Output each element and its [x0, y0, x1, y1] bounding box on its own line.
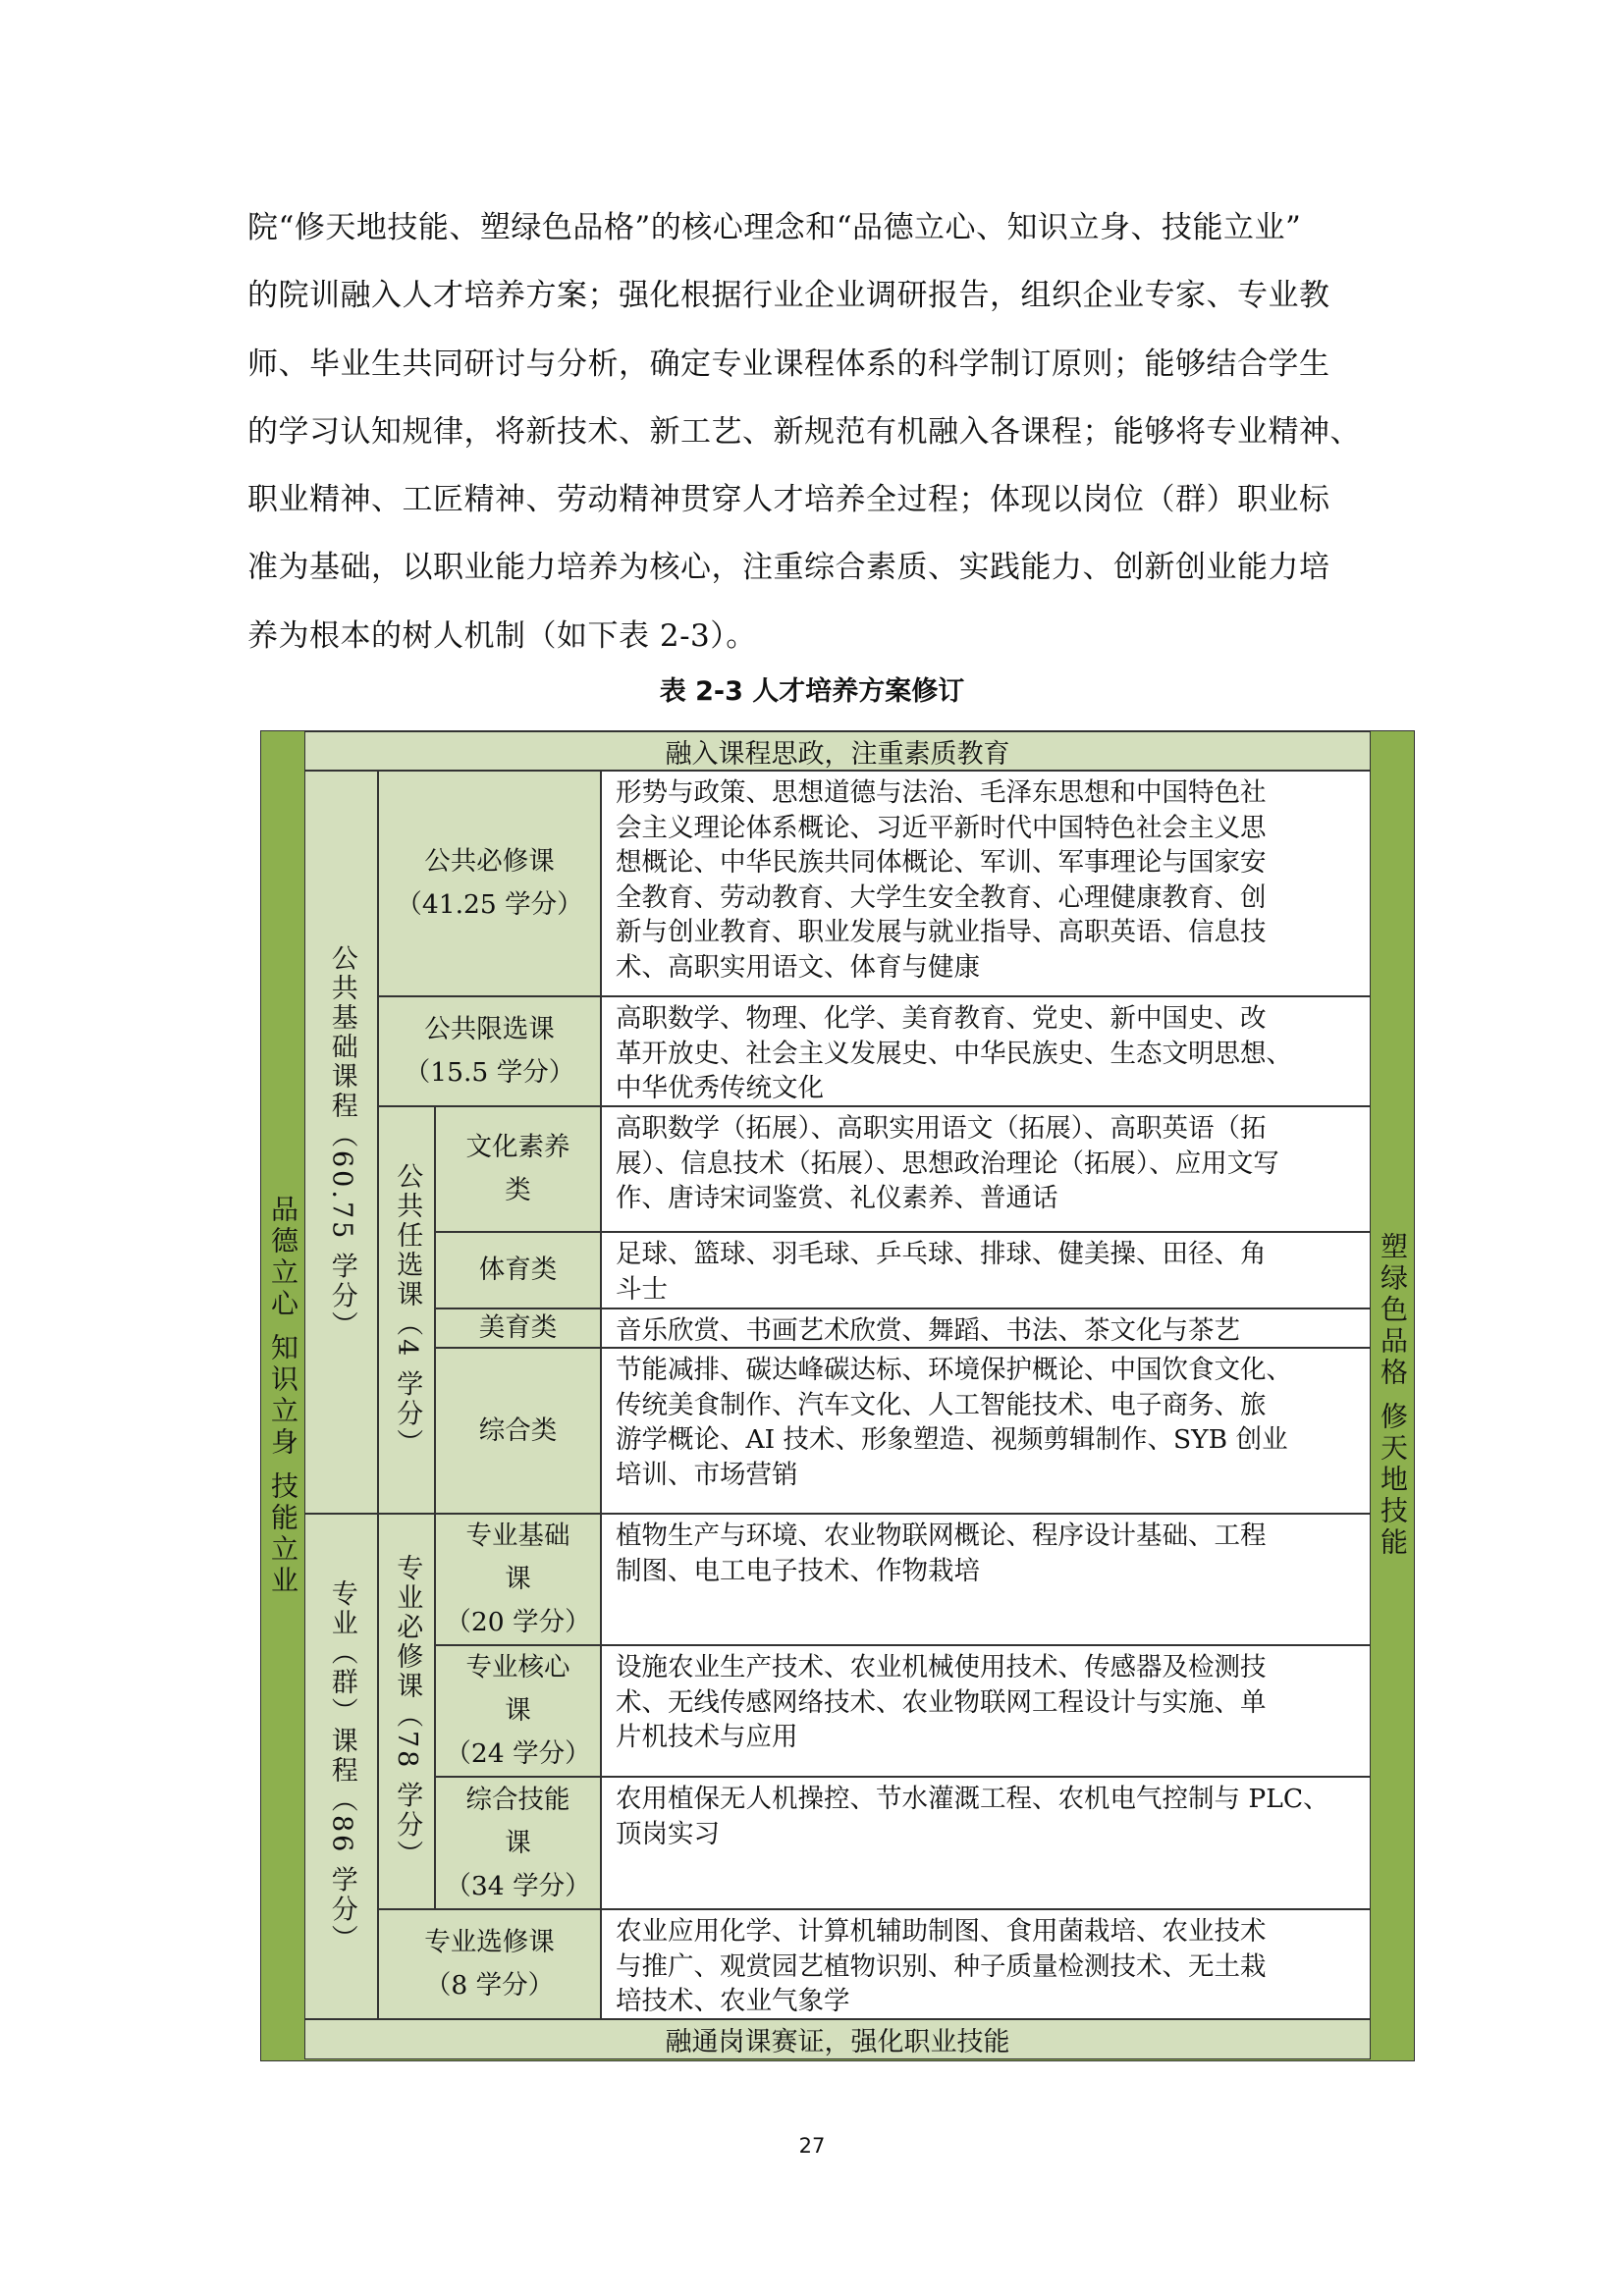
major-core-credit: （24 学分） [445, 1738, 591, 1769]
content-line: 展）、信息技术（拓展）、思想政治理论（拓展）、应用文写 [616, 1148, 1279, 1179]
content-line: 中华优秀传统文化 [616, 1073, 824, 1103]
skill-label [435, 1777, 601, 1909]
public-required-credit: （41.25 学分） [396, 889, 583, 920]
skill-content [601, 1777, 1371, 1909]
content-line: 革开放史、社会主义发展史、中华民族史、生态文明思想、 [616, 1038, 1292, 1069]
content-line: 会主义理论体系概论、习近平新时代中国特色社会主义思 [616, 812, 1267, 843]
major-core-name: 专业核心 [465, 1652, 570, 1682]
content-line: 高职数学（拓展）、高职实用语文（拓展）、高职英语（拓 [616, 1113, 1267, 1144]
major-basic-content [601, 1514, 1371, 1645]
content-line: 农业应用化学、计算机辅助制图、食用菌栽培、农业技术 [616, 1916, 1267, 1947]
major-elective-credit: （8 学分） [424, 1970, 555, 2001]
public-limited-content [601, 996, 1371, 1106]
content-line: 培技术、农业气象学 [616, 1986, 850, 2016]
culture-name-suffix: 类 [505, 1175, 531, 1205]
content-line: 全教育、劳动教育、大学生安全教育、心理健康教育、创 [616, 881, 1267, 913]
paragraph-line: 院“修天地技能、塑绿色品格”的核心理念和“品德立心、知识立身、技能立业” [247, 210, 1302, 245]
content-line: 术、高职实用语文、体育与健康 [616, 951, 980, 983]
content-line: 培训、市场营销 [616, 1459, 798, 1490]
content-line: 农用植保无人机操控、节水灌溉工程、农机电气控制与 PLC、 [616, 1784, 1329, 1814]
paragraph-line: 师、毕业生共同研讨与分析，确定专业课程体系的科学制订原则；能够结合学生 [247, 346, 1330, 382]
basic-courses-credit: （60.75 学分） [326, 1120, 357, 1341]
major-required-credit: （78 学分） [392, 1700, 423, 1870]
content-line: 形势与政策、思想道德与法治、毛泽东思想和中国特色社 [616, 777, 1267, 808]
left-side-label: 品德立心 知识立身 技能立业 [267, 1194, 299, 1597]
major-core-label [435, 1645, 601, 1777]
major-basic-name-suffix: 课 [505, 1564, 531, 1594]
public-elective-group [378, 1106, 435, 1514]
major-required-group [378, 1514, 435, 1909]
paragraph-line: 准为基础，以职业能力培养为核心，注重综合素质、实践能力、创新创业能力培 [247, 550, 1330, 586]
major-courses-credit: （86 学分） [326, 1785, 357, 1954]
content-line: 新与创业教育、职业发展与就业指导、高职英语、信息技 [616, 917, 1267, 947]
public-elective-credit: （4 学分） [392, 1308, 423, 1459]
major-courses-label: 专业（群）课程 [326, 1578, 357, 1786]
art-content [601, 1308, 1371, 1348]
page-number: 27 [798, 2134, 826, 2158]
public-required-name: 公共必修课 [424, 846, 555, 877]
skill-credit: （34 学分） [445, 1870, 591, 1901]
intro-paragraph [247, 194, 1379, 670]
content-line: 与推广、观赏园艺植物识别、种子质量检测技术、无土栽 [616, 1950, 1267, 1982]
public-required-content [601, 771, 1371, 996]
major-courses-group [304, 1514, 378, 2019]
content-line: 植物生产与环境、农业物联网概论、程序设计基础、工程 [616, 1521, 1267, 1551]
content-line: 游学概论、AI 技术、形象塑造、视频剪辑制作、SYB 创业 [616, 1424, 1288, 1455]
content-line: 顶岗实习 [616, 1818, 720, 1849]
content-line: 足球、篮球、羽毛球、乒乓球、排球、健美操、田径、角 [616, 1239, 1267, 1269]
major-elective-name: 专业选修课 [424, 1927, 555, 1957]
curriculum-table [260, 730, 1415, 2061]
right-side-label: 塑绿色品格 修天地技能 [1377, 1232, 1409, 1559]
public-limited-credit: （15.5 学分） [404, 1057, 575, 1088]
major-basic-label [435, 1514, 601, 1645]
skill-name-suffix: 课 [505, 1827, 531, 1858]
major-basic-name: 专业基础 [465, 1521, 570, 1551]
bottom-band: 融通岗课赛证，强化职业技能 [304, 2019, 1371, 2059]
culture-label [435, 1106, 601, 1232]
paragraph-line: 的学习认知规律，将新技术、新工艺、新规范有机融入各课程；能够将专业精神、 [247, 413, 1361, 450]
content-line: 高职数学、物理、化学、美育教育、党史、新中国史、改 [616, 1003, 1267, 1034]
content-line: 制图、电工电子技术、作物栽培 [616, 1555, 980, 1586]
content-line: 音乐欣赏、书画艺术欣赏、舞蹈、书法、茶文化与茶艺 [616, 1315, 1240, 1346]
sports-content [601, 1232, 1371, 1308]
general-content [601, 1348, 1371, 1514]
content-line: 节能减排、碳达峰碳达标、环境保护概论、中国饮食文化、 [616, 1355, 1292, 1385]
public-limited-label [378, 996, 601, 1106]
culture-content [601, 1106, 1371, 1232]
content-line: 术、无线传感网络技术、农业物联网工程设计与实施、单 [616, 1686, 1267, 1718]
public-limited-name: 公共限选课 [424, 1014, 555, 1044]
major-elective-content [601, 1909, 1371, 2019]
sports-label: 体育类 [435, 1232, 601, 1308]
table-caption: 表 2-3 人才培养方案修订 [659, 676, 965, 707]
content-line: 斗士 [616, 1273, 668, 1305]
major-core-name-suffix: 课 [505, 1695, 531, 1726]
content-line: 设施农业生产技术、农业机械使用技术、传感器及检测技 [616, 1652, 1267, 1682]
public-elective-label: 公共任选课 [392, 1161, 423, 1309]
general-label: 综合类 [435, 1348, 601, 1514]
public-required-label [378, 771, 601, 996]
major-elective-label [378, 1909, 601, 2019]
major-core-content [601, 1645, 1371, 1777]
basic-courses-label: 公共基础课程 [326, 943, 357, 1121]
content-line: 想概论、中华民族共同体概论、军训、军事理论与国家安 [616, 847, 1267, 878]
major-required-label: 专业必修课 [392, 1553, 423, 1701]
content-line: 传统美食制作、汽车文化、人工智能技术、电子商务、旅 [616, 1389, 1267, 1420]
basic-courses-group [304, 771, 378, 1514]
paragraph-line: 养为根本的树人机制（如下表 2-3）。 [247, 617, 757, 654]
content-line: 片机技术与应用 [616, 1722, 798, 1752]
top-band: 融入课程思政，注重素质教育 [304, 731, 1371, 771]
skill-name: 综合技能 [465, 1784, 570, 1815]
content-line: 作、唐诗宋词鉴赏、礼仪素养、普通话 [616, 1183, 1058, 1213]
culture-name: 文化素养 [465, 1132, 570, 1162]
paragraph-line: 的院训融入人才培养方案；强化根据行业企业调研报告，组织企业专家、专业教 [247, 278, 1330, 314]
art-label: 美育类 [435, 1308, 601, 1348]
major-basic-credit: （20 学分） [445, 1607, 591, 1637]
paragraph-line: 职业精神、工匠精神、劳动精神贯穿人才培养全过程；体现以岗位（群）职业标 [247, 482, 1330, 518]
